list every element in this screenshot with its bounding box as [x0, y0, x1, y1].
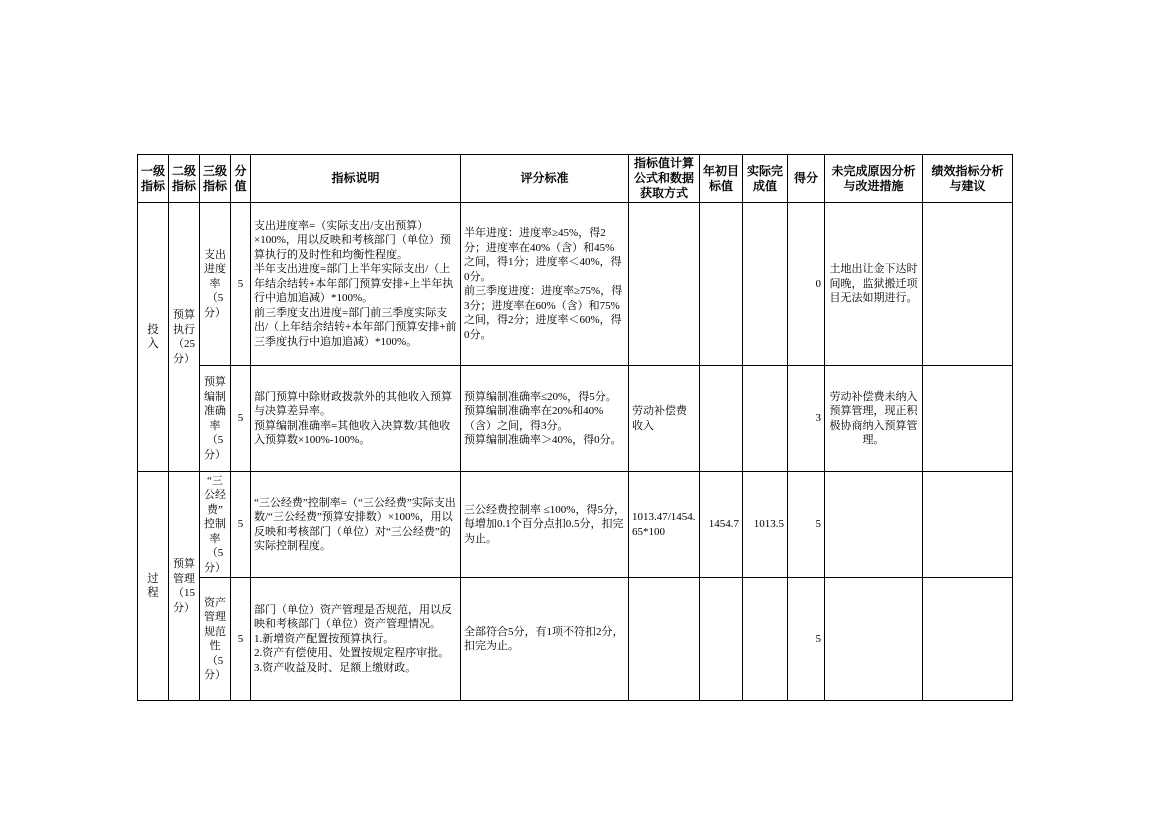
level2-cell: 预算执行（25分）: [169, 203, 200, 472]
description-cell: [251, 366, 461, 472]
formula-cell: [629, 203, 700, 366]
target-cell: [700, 578, 743, 701]
header-description: 指标说明: [251, 155, 461, 203]
target-cell: [700, 203, 743, 366]
criteria-cell: [461, 203, 629, 366]
criteria-cell: [461, 578, 629, 701]
actual-cell: [743, 203, 788, 366]
table-row: [138, 472, 1013, 578]
level3-cell: 资产管理规范性（5分）: [200, 578, 231, 701]
suggestion-cell: [923, 366, 1013, 472]
description-cell: [251, 578, 461, 701]
header-score: 得分: [788, 155, 825, 203]
table-row: [138, 366, 1013, 472]
criteria-line: 全部符合5分，有1项不符扣2分，扣完为止。: [464, 625, 624, 652]
level3-cell: 支出进度率（5分）: [200, 203, 231, 366]
level3-cell: “三公经费”控制率（5分）: [200, 472, 231, 578]
table-row: [138, 578, 1013, 701]
description-line: 预算编制准确率=其他收入决算数/其他收入预算数×100%-100%。: [254, 419, 451, 446]
criteria-cell: [461, 366, 629, 472]
target-cell: 1454.7: [700, 472, 743, 578]
description-line: 支出进度率=（实际支出/支出预算）×100%，用以反映和考核部门（单位）预算执行的及时性和均衡性程度。: [254, 219, 451, 261]
reason-cell: [825, 578, 923, 701]
description-line: 1.新增资产配置按预算执行。: [254, 632, 395, 645]
score-value-cell: 5: [231, 366, 251, 472]
header-criteria: 评分标准: [461, 155, 629, 203]
level3-cell: 预算编制准确率（5分）: [200, 366, 231, 472]
formula-cell: 劳动补偿费收入: [629, 366, 700, 472]
table-row: [138, 203, 1013, 366]
description-line: 部门预算中除财政拨款外的其他收入预算与决算差异率。: [254, 390, 452, 417]
score-cell: 5: [788, 578, 825, 701]
description-cell: [251, 203, 461, 366]
header-score-value: 分值: [231, 155, 251, 203]
criteria-line: 半年进度：进度率≥45%，得2分；进度率在40%（含）和45%之间，得1分；进度率＜40%，得0分。: [464, 227, 622, 283]
performance-indicator-table: [137, 154, 1013, 701]
criteria-cell: [461, 472, 629, 578]
criteria-line: 前三季度进度：进度率≥75%，得3分；进度率在60%（含）和75%之间，得2分；进度率＜60%，得0分。: [464, 285, 623, 341]
header-target: 年初目标值: [700, 155, 743, 203]
level2-cell: 预算管理（15分）: [169, 472, 200, 701]
reason-cell: 土地出让金下达时间晚，监狱搬迁项目无法如期进行。: [825, 203, 923, 366]
suggestion-cell: [923, 203, 1013, 366]
criteria-line: 预算编制准确率≤20%，得5分。: [464, 390, 617, 403]
description-line: 2.资产有偿使用、处置按规定程序审批。: [254, 647, 450, 660]
score-cell: 3: [788, 366, 825, 472]
reason-cell: 劳动补偿费未纳入预算管理，现正积极协商纳入预算管理。: [825, 366, 923, 472]
description-cell: [251, 472, 461, 578]
description-line: 部门（单位）资产管理是否规范，用以反映和考核部门（单位）资产管理情况。: [254, 603, 452, 631]
suggestion-cell: [923, 472, 1013, 578]
header-level2: 二级指标: [169, 155, 200, 203]
score-value-cell: 5: [231, 203, 251, 366]
description-line: 3.资产收益及时、足额上缴财政。: [254, 661, 417, 674]
header-reason: 未完成原因分析与改进措施: [825, 155, 923, 203]
level1-cell: 投入: [138, 203, 169, 472]
description-line: “三公经费”控制率=（“三公经费”实际支出数/“三公经费”预算安排数）×100%，用以反映和考核部门（单位）对“三公经费”的实际控制程度。: [254, 496, 456, 552]
score-cell: 5: [788, 472, 825, 578]
header-actual: 实际完成值: [743, 155, 788, 203]
target-cell: [700, 366, 743, 472]
reason-cell: [825, 472, 923, 578]
criteria-line: 三公经费控制率 ≤100%，得5分，每增加0.1个百分点扣0.5分，扣完为止。: [464, 503, 625, 545]
score-value-cell: 5: [231, 472, 251, 578]
actual-cell: 1013.5: [743, 472, 788, 578]
actual-cell: [743, 578, 788, 701]
description-line: 前三季度支出进度=部门前三季度实际支出/（上年结余结转+本年部门预算安排+前三季度执行中追加追减）*100%。: [254, 306, 457, 348]
formula-cell: [629, 578, 700, 701]
criteria-line: 预算编制准确率在20%和40%（含）之间，得3分。: [464, 405, 604, 432]
score-cell: 0: [788, 203, 825, 366]
suggestion-cell: [923, 578, 1013, 701]
description-line: 半年支出进度=部门上半年实际支出/（上年结余结转+本年部门预算安排+上半年执行中追加追减）*100%。: [254, 263, 454, 305]
header-level3: 三级指标: [200, 155, 231, 203]
header-level1: 一级指标: [138, 155, 169, 203]
header-formula: 指标值计算公式和数据获取方式: [629, 155, 700, 203]
score-value-cell: 5: [231, 578, 251, 701]
header-suggestion: 绩效指标分析与建议: [923, 155, 1013, 203]
formula-cell: 1013.47/1454.65*100: [629, 472, 700, 578]
level1-cell: 过程: [138, 472, 169, 701]
actual-cell: [743, 366, 788, 472]
table-header-row: [138, 155, 1013, 203]
criteria-line: 预算编制准确率＞40%，得0分。: [464, 434, 622, 446]
